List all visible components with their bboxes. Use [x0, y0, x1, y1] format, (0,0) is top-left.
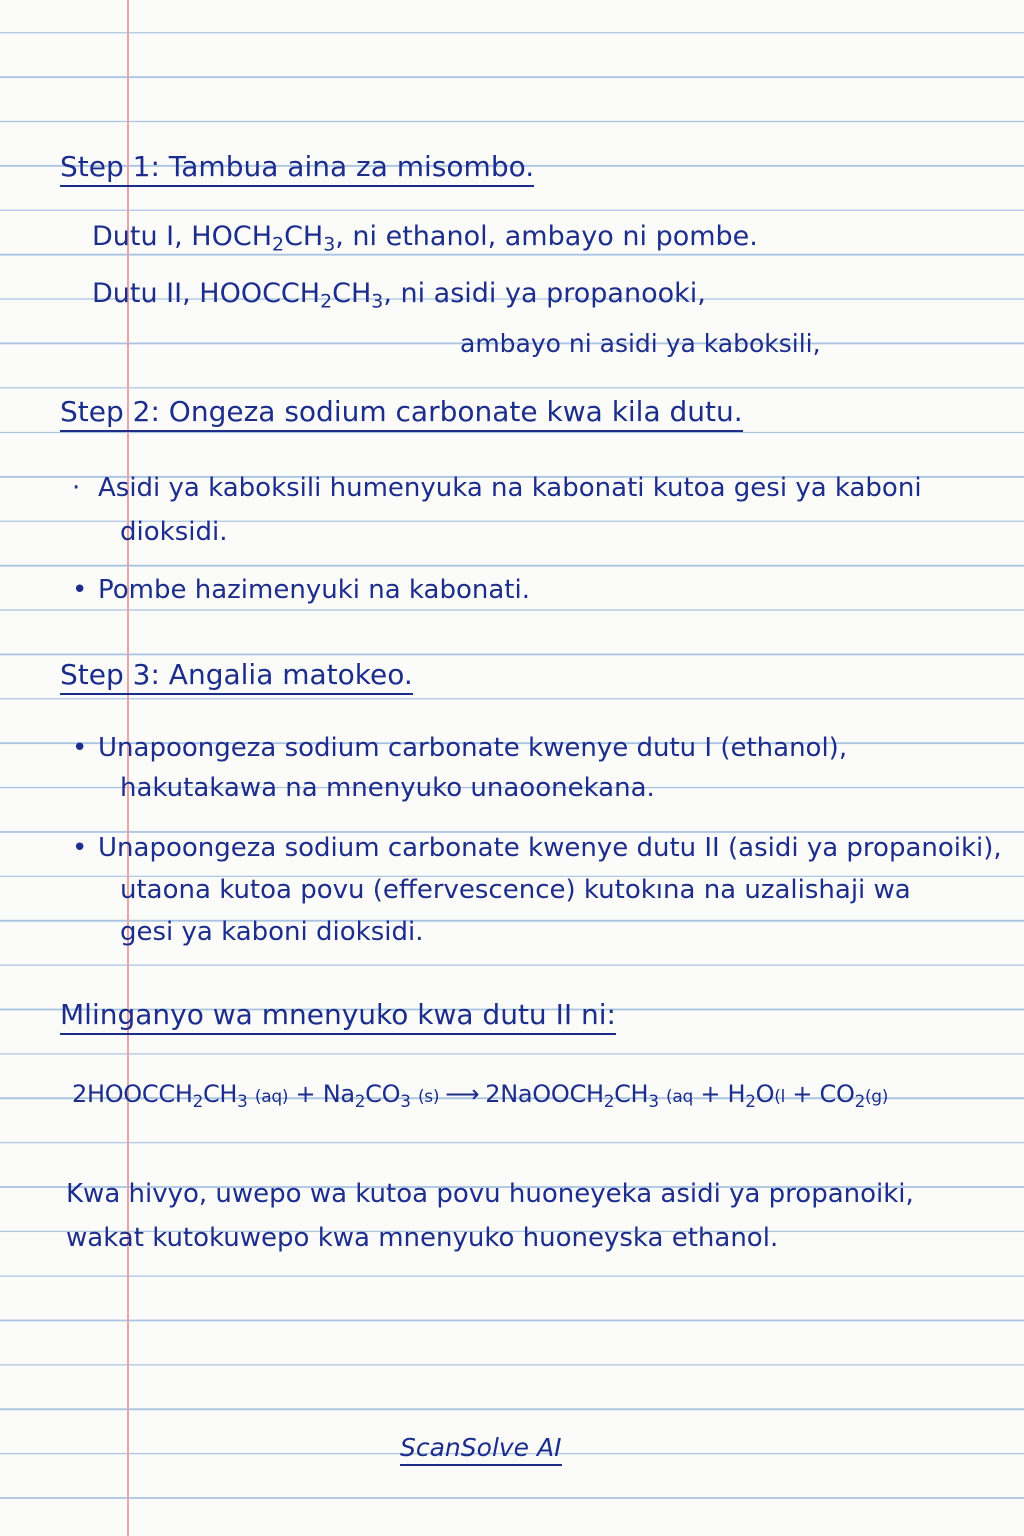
plus-sign: +: [700, 1080, 721, 1108]
state-s: (s): [417, 1087, 440, 1107]
step3-bullet1-cont: hakutakawa na mnenyuko unaoonekana.: [120, 773, 655, 803]
conclusion-line1: Kwa hivyo, uwepo wa kutoa povu huoneyeka asidi ya propanoiki,: [66, 1179, 914, 1209]
equation-heading: Mlinganyo wa mnenyuko kwa dutu II ni:: [60, 1000, 616, 1035]
step1-line1: Dutu I, $HOCH_2CH_3$, ni ethanol, ambayo ni pombe.: [92, 221, 758, 256]
step1-line2-text-end: , ni asidi ya propanooki,: [383, 278, 706, 309]
step1-line1-text: Dutu I, HOCH: [92, 221, 273, 252]
bullet-dot: ·: [72, 473, 81, 503]
step2-bullet2: [72, 576, 530, 605]
step2-heading: Step 2: Ongeza sodium carbonate kwa kila dutu.: [60, 397, 743, 432]
step3-bullet1: [72, 734, 847, 763]
step1-line2-text: Dutu II, HOOCCH: [92, 278, 321, 309]
step1-line3: ambayo ni asidi ya kaboksili,: [460, 329, 821, 358]
step1-heading: Step 1: Tambua aina za misombo.: [60, 152, 534, 187]
bullet-dot: •: [72, 833, 88, 863]
step3-bullet2-cont1: utaona kutoa povu (effervescence) kutokına na uzalishaji wa: [120, 875, 911, 905]
step2-bullet1-text: Asidi ya kaboksili humenyuka na kabonati kutoa gesi ya kaboni: [98, 473, 922, 503]
step1-line2: Dutu II, $HOOCCH_2CH_3$, ni asidi ya propanooki,: [92, 278, 706, 313]
product-carbon-dioxide: CO: [819, 1080, 855, 1108]
reactant-propanoic-acid: 2HOOCCH: [72, 1080, 193, 1108]
step3-heading: Step 3: Angalia matokeo.: [60, 660, 413, 695]
chemical-equation: $2HOOCCH_2CH_3$ $(aq) + Na_2CO_3$ (s) ⟶ $2NaOOCH_2CH_3$ ($aq + H_2O(l + CO_2(g)$: [72, 1080, 889, 1112]
step3-bullet1-text: Unapoongeza sodium carbonate kwenye dutu I (ethanol),: [98, 733, 848, 763]
state-aq-product: (aq: [666, 1087, 693, 1107]
step3-bullet2-cont2: gesi ya kaboni dioksidi.: [120, 917, 424, 947]
conclusion-line2: wakat kutokuwepo kwa mnenyuko huoneyska ethanol.: [66, 1223, 779, 1253]
reactant-sodium-carbonate: Na: [322, 1080, 355, 1108]
plus-sign: +: [295, 1080, 316, 1108]
state-g: (g): [864, 1087, 889, 1107]
step2-bullet2-text: Pombe hazimenyuki na kabonati.: [98, 575, 530, 605]
step3-bullet2: [72, 834, 1002, 863]
plus-sign: +: [792, 1080, 813, 1108]
bullet-dot: •: [72, 575, 88, 605]
footer-brand: ScanSolve AI: [400, 1433, 562, 1466]
product-sodium-propanoate: 2NaOOCH: [485, 1080, 604, 1108]
state-aq: (aq): [254, 1087, 289, 1107]
reaction-arrow-icon: ⟶: [445, 1080, 480, 1108]
bullet-dot: •: [72, 733, 88, 763]
state-l: (l: [774, 1087, 785, 1107]
product-water: H: [727, 1080, 746, 1108]
step3-bullet2-text: Unapoongeza sodium carbonate kwenye dutu II (asidi ya propanoiki),: [98, 833, 1002, 863]
step1-line1-text-end: , ni ethanol, ambayo ni pombe.: [335, 221, 758, 252]
step2-bullet1-cont: dioksidi.: [120, 517, 228, 547]
step2-bullet1: [72, 474, 922, 503]
